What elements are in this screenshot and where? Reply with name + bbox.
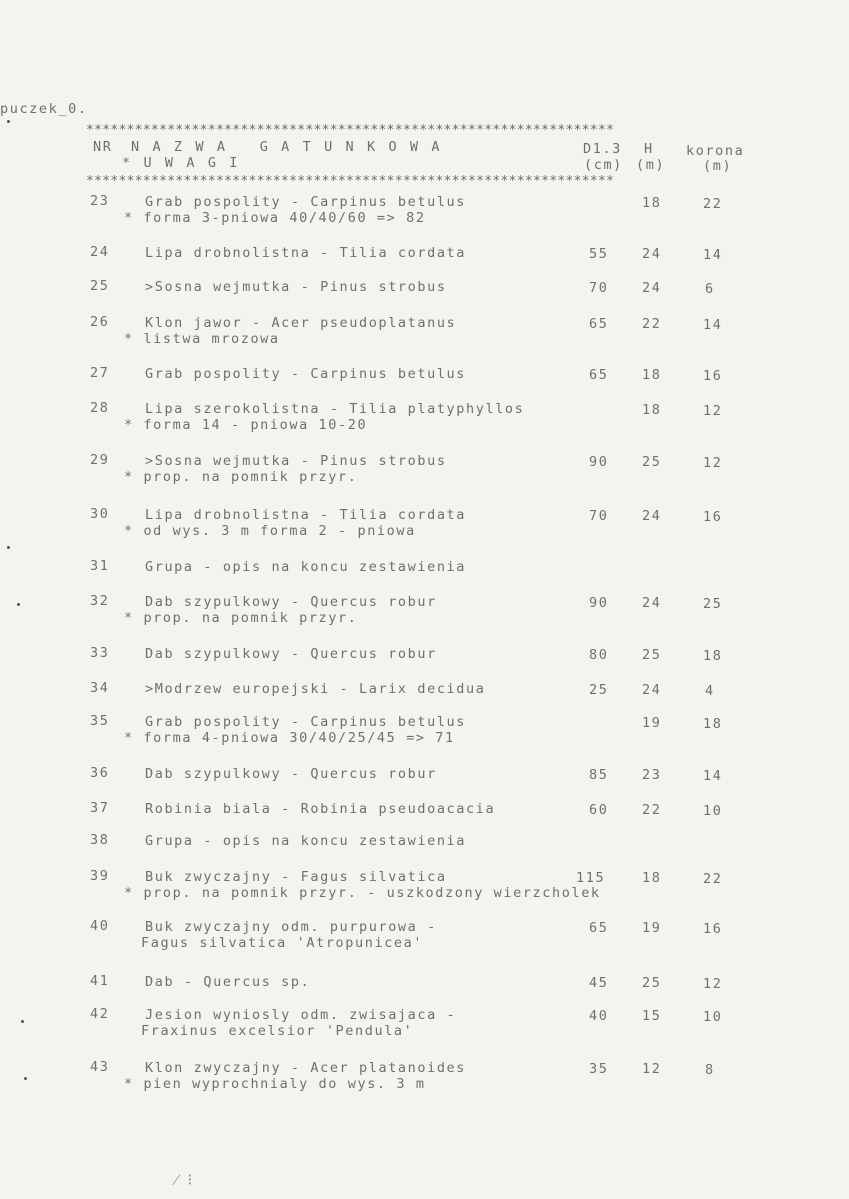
height-value: 24 [642,246,662,262]
pencil-mark: ⁄ ⁝ [175,1170,193,1189]
species-name: Dab szypulkowy - Quercus robur [145,646,437,662]
species-name: Klon zwyczajny - Acer platanoides [145,1060,467,1076]
header-d13: D1.3 [583,141,622,157]
row-note: * prop. na pomnik przyr. [124,469,358,485]
row-number: 35 [90,713,110,729]
row-number: 32 [90,593,110,609]
diameter-value: 70 [589,508,609,524]
species-name: Buk zwyczajny odm. purpurowa - [145,919,437,935]
speck [21,1020,24,1023]
row-number: 30 [90,506,110,522]
diameter-value: 35 [589,1061,609,1077]
row-number: 36 [90,765,110,781]
height-value: 18 [642,367,662,383]
row-note: * forma 4-pniowa 30/40/25/45 => 71 [124,730,455,746]
crown-value: 12 [703,455,723,471]
crown-value: 16 [703,368,723,384]
header-h: H [644,141,654,157]
diameter-value: 45 [589,975,609,991]
crown-value: 16 [703,509,723,525]
row-number: 25 [90,278,110,294]
height-value: 24 [642,682,662,698]
separator-bottom: ***************************************************************** [86,174,615,189]
row-number: 33 [90,645,110,661]
species-name: Grupa - opis na koncu zestawienia [145,833,467,849]
row-number: 43 [90,1059,110,1075]
header-h-unit: (m) [636,157,666,173]
species-name: Lipa drobnolistna - Tilia cordata [145,245,467,261]
species-name-cont: Fraxinus excelsior 'Pendula' [141,1023,414,1039]
diameter-value: 65 [589,367,609,383]
species-name: Dab - Quercus sp. [145,974,311,990]
row-note: * listwa mrozowa [124,331,280,347]
species-name: Buk zwyczajny - Fagus silvatica [145,869,447,885]
height-value: 18 [642,870,662,886]
species-name: >Modrzew europejski - Larix decidua [145,681,486,697]
species-name: Lipa drobnolistna - Tilia cordata [145,507,467,523]
height-value: 25 [642,975,662,991]
height-value: 24 [642,508,662,524]
crown-value: 8 [705,1062,715,1078]
crown-value: 18 [703,648,723,664]
species-name: Grab pospolity - Carpinus betulus [145,714,467,730]
height-value: 24 [642,280,662,296]
row-note: * forma 14 - pniowa 10-20 [124,417,368,433]
species-name: Grupa - opis na koncu zestawienia [145,559,467,575]
diameter-value: 70 [589,280,609,296]
diameter-value: 90 [589,595,609,611]
height-value: 18 [642,402,662,418]
species-name: Klon jawor - Acer pseudoplatanus [145,315,457,331]
crown-value: 22 [703,871,723,887]
species-name: Jesion wyniosly odm. zwisajaca - [145,1007,457,1023]
header-nr: NR [93,139,113,155]
header-korona-unit: (m) [703,158,733,174]
height-value: 19 [642,920,662,936]
speck [17,603,20,606]
header-korona: korona [686,143,745,159]
separator-top: ***************************************************************** [86,123,615,138]
height-value: 25 [642,647,662,663]
row-number: 40 [90,918,110,934]
file-label: puczek_0. [0,101,88,117]
row-number: 39 [90,868,110,884]
diameter-value: 65 [589,920,609,936]
species-name: Dab szypulkowy - Quercus robur [145,594,437,610]
row-note: * prop. na pomnik przyr. [124,610,358,626]
row-number: 37 [90,800,110,816]
row-note: * forma 3-pniowa 40/40/60 => 82 [124,210,426,226]
height-value: 15 [642,1008,662,1024]
row-number: 31 [90,558,110,574]
crown-value: 22 [703,196,723,212]
row-note: * pien wyprochnialy do wys. 3 m [124,1076,426,1092]
speck [24,1077,27,1080]
species-name: >Sosna wejmutka - Pinus strobus [145,453,447,469]
species-name: Grab pospolity - Carpinus betulus [145,366,467,382]
crown-value: 6 [705,281,715,297]
species-name: >Sosna wejmutka - Pinus strobus [145,279,447,295]
row-number: 28 [90,400,110,416]
crown-value: 14 [703,247,723,263]
diameter-value: 25 [589,682,609,698]
species-name-cont: Fagus silvatica 'Atropunicea' [141,935,424,951]
crown-value: 12 [703,976,723,992]
row-number: 42 [90,1006,110,1022]
diameter-value: 115 [576,870,606,886]
row-number: 41 [90,973,110,989]
crown-value: 25 [703,596,723,612]
species-name: Robinia biala - Robinia pseudoacacia [145,801,496,817]
header-nazwa: N A Z W A G A T U N K O W A [131,139,443,155]
row-number: 26 [90,314,110,330]
height-value: 23 [642,767,662,783]
diameter-value: 85 [589,767,609,783]
row-number: 29 [90,452,110,468]
row-number: 34 [90,680,110,696]
speck [7,546,10,549]
header-d13-unit: (cm) [584,157,623,173]
row-number: 27 [90,365,110,381]
row-note: * od wys. 3 m forma 2 - pniowa [124,523,416,539]
crown-value: 14 [703,317,723,333]
height-value: 22 [642,802,662,818]
row-number: 38 [90,832,110,848]
height-value: 25 [642,454,662,470]
row-number: 24 [90,244,110,260]
crown-value: 10 [703,1009,723,1025]
crown-value: 4 [705,683,715,699]
species-name: Dab szypulkowy - Quercus robur [145,766,437,782]
height-value: 18 [642,195,662,211]
diameter-value: 40 [589,1008,609,1024]
crown-value: 12 [703,403,723,419]
crown-value: 16 [703,921,723,937]
row-note: * prop. na pomnik przyr. - uszkodzony wierzcholek [124,885,601,901]
crown-value: 14 [703,768,723,784]
species-name: Grab pospolity - Carpinus betulus [145,194,467,210]
height-value: 12 [642,1061,662,1077]
height-value: 19 [642,715,662,731]
diameter-value: 60 [589,802,609,818]
speck [7,120,10,123]
crown-value: 10 [703,803,723,819]
diameter-value: 55 [589,246,609,262]
header-uwagi: * U W A G I [122,155,241,171]
crown-value: 18 [703,716,723,732]
height-value: 24 [642,595,662,611]
row-number: 23 [90,193,110,209]
diameter-value: 65 [589,316,609,332]
height-value: 22 [642,316,662,332]
diameter-value: 80 [589,647,609,663]
species-name: Lipa szerokolistna - Tilia platyphyllos [145,401,525,417]
diameter-value: 90 [589,454,609,470]
